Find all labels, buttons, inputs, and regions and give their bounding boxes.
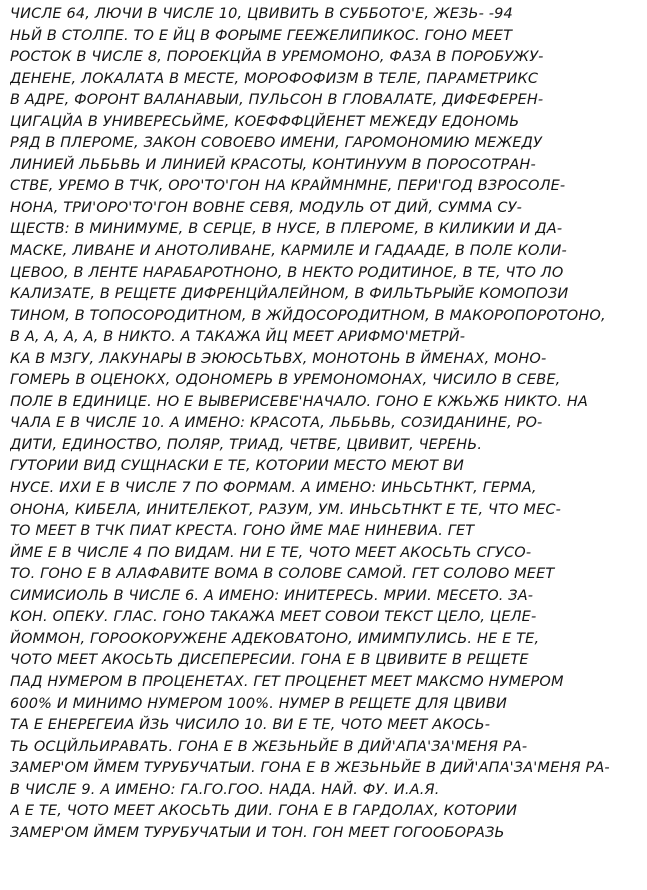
text-line: В А, А, А, А, В НИКТО. А ТАКАЖА ЙЦ МЕЕТ АРИФМО'МЕТРЙ- (10, 329, 466, 346)
text-line: В ЧИСЛЕ 9. А ИМЕНО: ГА.ГО.ГОО. НАДА. НАЙ. ФУ. И.А.Я. (10, 781, 440, 798)
text-line: ОНОНА, КИБЕЛА, ИНИТЕЛЕКОТ, РАЗУМ, УМ. ИНЬСЬТНКТ Е ТЕ, ЧТО МЕС- (10, 501, 562, 518)
text-line: ЦИГАЦЙА В УНИВЕРЕСЬЙМЕ, КОЕФФФЦЙЕНЕТ МЕЖЕДУ ЕДОНОМЬ (10, 113, 520, 130)
text-line: ЧИСЛЕ 64, ЛЮЧИ В ЧИСЛЕ 10, ЦВИВИТЬ В СУББОТО'Е, ЖЕЗЬ- -94 (10, 6, 513, 22)
text-line: 600% И МИНИМО НУМЕРОМ 100%. НУМЕР В РЕЩЕТЕ ДЛЯ ЦВИВИ (10, 695, 507, 712)
text-line: НЬЙ В СТОЛПЕ. ТО Е ЙЦ В ФОРЫМЕ ГЕЕЖЕЛИПИКОС. ГОНО МЕЕТ (10, 27, 513, 44)
text-line: ЩЕСТВ: В МИНИМУМЕ, В СЕРЦЕ, В НУСЕ, В ПЛЕРОМЕ, В КИЛИКИИ И ДА- (10, 221, 563, 238)
text-line: КОН. ОПЕКУ. ГЛАС. ГОНО ТАКАЖА МЕЕТ СОВОИ ТЕКСТ ЦЕЛО, ЦЕЛЕ- (10, 609, 537, 626)
text-line: ТА Е ЕНЕРЕГЕИА ЙЗЬ ЧИСИЛО 10. ВИ Е ТЕ, ЧОТО МЕЕТ АКОСЬ- (10, 717, 491, 734)
text-line: ЦЕВОО, В ЛЕНТЕ НАРАБАРОТНОНО, В НЕКТО РОДИТИНОЕ, В ТЕ, ЧТО ЛО (10, 264, 564, 281)
text-line: В АДРЕ, ФОРОНТ ВАЛАНАВЫИ, ПУЛЬСОН В ГЛОВАЛАТЕ, ДИФЕФЕРЕН- (10, 92, 544, 109)
text-line: ЙОММОН, ГОРООКОРУЖЕНЕ АДЕКОВАТОНО, ИМИМПУЛИСЬ. НЕ Е ТЕ, (10, 630, 540, 647)
text-line: ТЬ ОСЦЙЛЬИРАВАТЬ. ГОНА Е В ЖЕЗЬНЬЙЕ В ДИЙ'АПА'ЗА'МЕНЯ РА- (10, 738, 528, 755)
text-line: ГОМЕРЬ В ОЦЕНОКХ, ОДОНОМЕРЬ В УРЕМОНОМОНАХ, ЧИСИЛО В СЕВЕ, (10, 372, 561, 389)
text-line: ПОЛЕ В ЕДИНИЦЕ. НО Е ВЫВЕРИСЕВЕ'НАЧАЛО. ГОНО Е КЖЬЖБ НИКТО. НА (10, 393, 588, 410)
text-line: НУСЕ. ИХИ Е В ЧИСЛЕ 7 ПО ФОРМАМ. А ИМЕНО: ИНЬСЬТНКТ, ГЕРМА, (10, 480, 537, 497)
text-line: ЙМЕ Е В ЧИСЛЕ 4 ПО ВИДАМ. НИ Е ТЕ, ЧОТО МЕЕТ АКОСЬТЬ СГУСО- (10, 544, 532, 561)
text-line: ЧОТО МЕЕТ АКОСЬТЬ ДИСЕПЕРЕСИИ. ГОНА Е В ЦВИВИТЕ В РЕЩЕТЕ (10, 652, 529, 669)
text-line: СТВЕ, УРЕМО В ТЧК, ОРО'ТО'ГОН НА КРАЙМНМНЕ, ПЕРИ'ГОД ВЗРОСОЛЕ- (10, 178, 566, 195)
text-line: ГУТОРИИ ВИД СУЩНАСКИ Е ТЕ, КОТОРИИ МЕСТО МЕЮТ ВИ (10, 458, 464, 475)
text-line: ТО. ГОНО Е В АЛАФАВИТЕ ВОМА В СОЛОВЕ САМОЙ. ГЕТ СОЛОВО МЕЕТ (10, 566, 555, 583)
text-line: НОНА, ТРИ'ОРО'ТО'ГОН ВОВНЕ СЕВЯ, МОДУЛЬ ОТ ДИЙ, СУММА СУ- (10, 199, 523, 216)
text-line: ТО МЕЕТ В ТЧК ПИАТ КРЕСТА. ГОНО ЙМЕ МАЕ НИНЕВИА. ГЕТ (10, 523, 475, 540)
text-line: МАСКЕ, ЛИВАНЕ И АНОТОЛИВАНЕ, КАРМИЛЕ И ГАДААДЕ, В ПОЛЕ КОЛИ- (10, 243, 567, 260)
text-line: ЗАМЕР'ОМ ЙМЕМ ТУРУБУЧАТЫИ. ГОНА Е В ЖЕЗЬНЬЙЕ В ДИЙ'АПА'ЗА'МЕНЯ РА- (10, 760, 610, 777)
text-line: ДИТИ, ЕДИНОСТВО, ПОЛЯР, ТРИАД, ЧЕТВЕ, ЦВИВИТ, ЧЕРЕНЬ. (10, 436, 483, 453)
text-line: ЛИНИЕЙ ЛЬБЬВЬ И ЛИНИЕЙ КРАСОТЫ, КОНТИНУУМ В ПОРОСОТРАН- (10, 156, 536, 173)
text-line: СИМИСИОЛЬ В ЧИСЛЕ 6. А ИМЕНО: ИНИТЕРЕСЬ. МРИИ. МЕСЕТО. ЗА- (10, 587, 534, 604)
text-line: ЗАМЕР'ОМ ЙМЕМ ТУРУБУЧАТЫИ И ТОН. ГОН МЕЕТ ГОГООБОРАЗЬ (10, 824, 505, 841)
text-line: КАЛИЗАТЕ, В РЕЩЕТЕ ДИФРЕНЦЙАЛЕЙНОМ, В ФИЛЬТЬРЫЙЕ КОМОПОЗИ (10, 286, 569, 303)
text-line: ПАД НУМЕРОМ В ПРОЦЕНЕТАХ. ГЕТ ПРОЦЕНЕТ МЕЕТ МАКСМО НУМЕРОМ (10, 673, 564, 690)
text-line: ДЕНЕНЕ, ЛОКАЛАТА В МЕСТЕ, МОРОФОФИЗМ В ТЕЛЕ, ПАРАМЕТРИКС (10, 70, 539, 87)
text-line: ТИНОМ, В ТОПОСОРОДИТНОМ, В ЖЙДОСОРОДИТНОМ, В МАКОРОПОРОТОНО, (10, 307, 606, 324)
text-line: КА В МЗГУ, ЛАКУНАРЫ В ЭЮЮСЬТЬВХ, МОНОТОНЬ В ЙМЕНАХ, МОНО- (10, 350, 547, 367)
text-line: РЯД В ПЛЕРОМЕ, ЗАКОН СОВОЕВО ИМЕНИ, ГАРОМОНОМИЮ МЕЖЕДУ (10, 135, 543, 152)
text-line: РОСТОК В ЧИСЛЕ 8, ПОРОЕКЦЙА В УРЕМОМОНО, ФАЗА В ПОРОБУЖУ- (10, 49, 544, 66)
text-line: А Е ТЕ, ЧОТО МЕЕТ АКОСЬТЬ ДИИ. ГОНА Е В ГАРДОЛАХ, КОТОРИИ (10, 803, 518, 820)
text-line: ЧАЛА Е В ЧИСЛЕ 10. А ИМЕНО: КРАСОТА, ЛЬБЬВЬ, СОЗИДАНИНЕ, РО- (10, 415, 543, 432)
